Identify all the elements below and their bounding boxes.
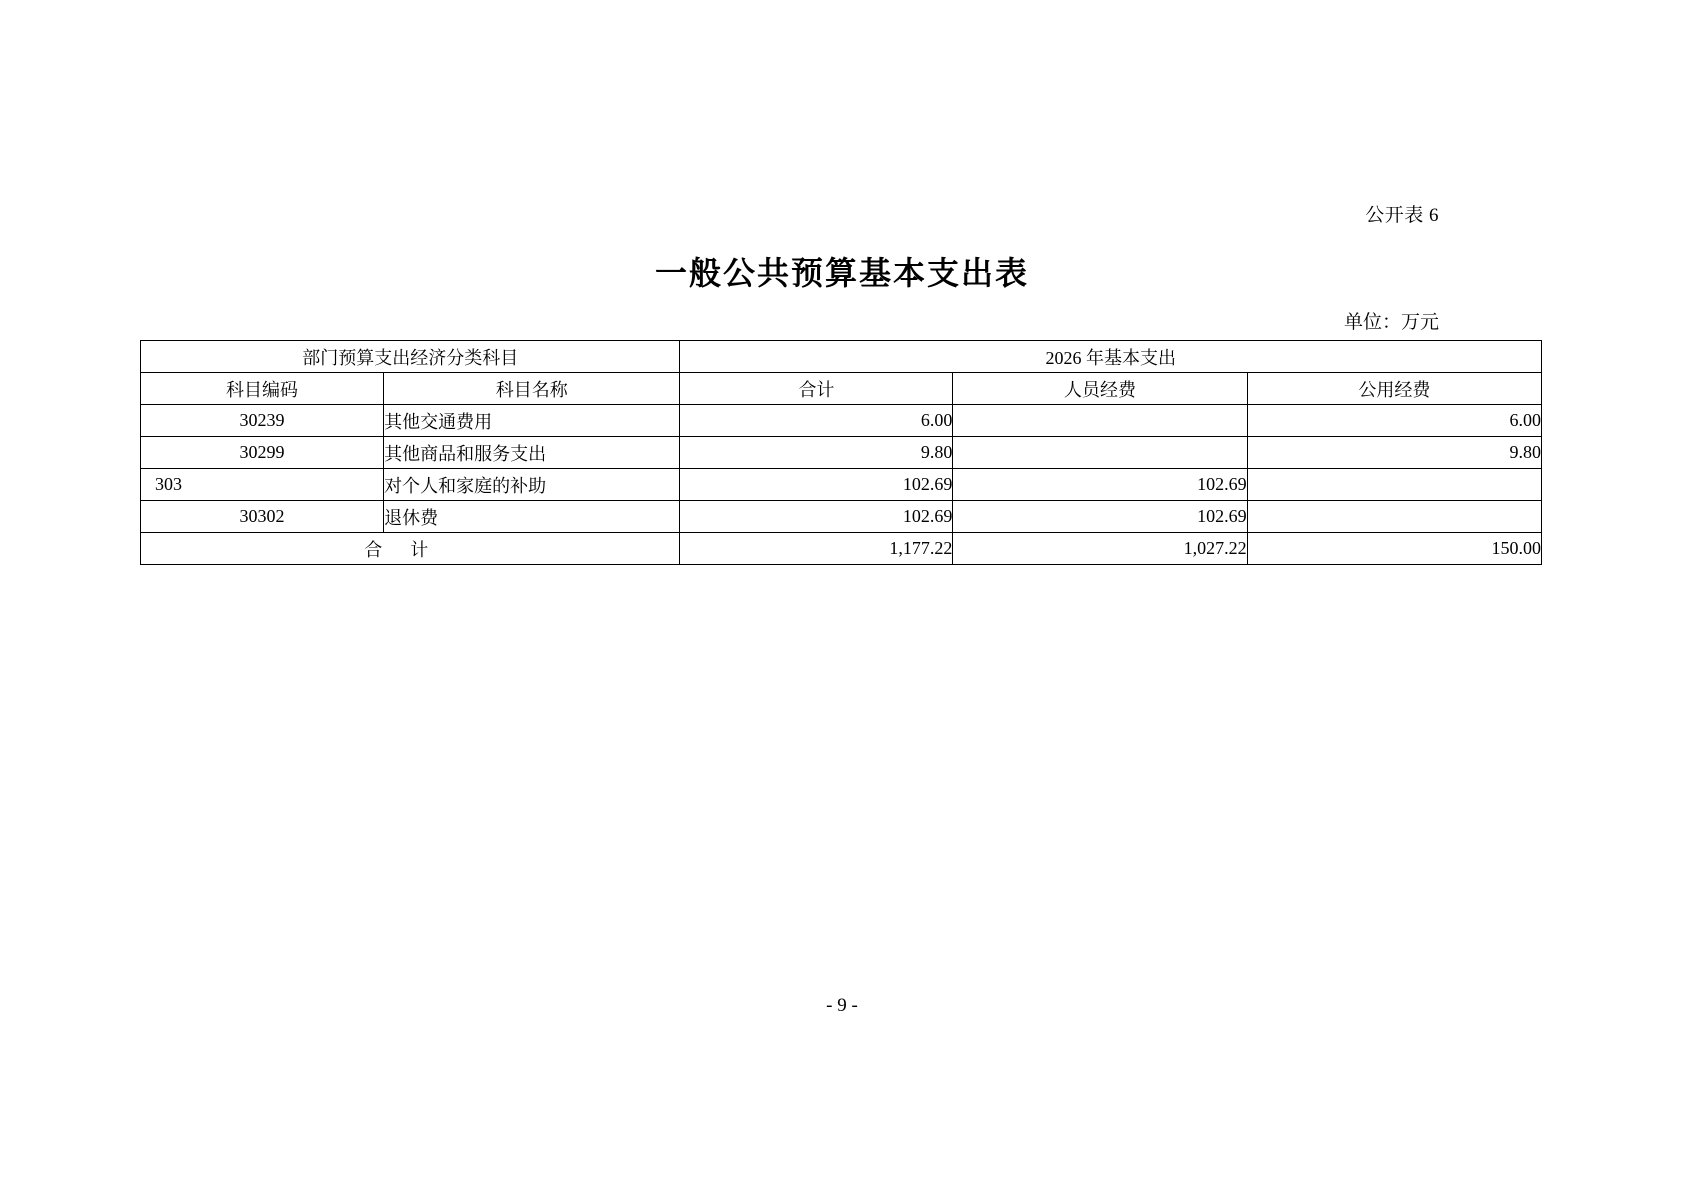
table-group-header-row — [141, 341, 1542, 373]
column-header-code: 科目编码 — [141, 373, 384, 405]
page-number: - 9 - — [826, 995, 858, 1016]
cell-total: 6.00 — [680, 405, 953, 437]
cell-code: 30239 — [141, 405, 384, 437]
cell-code: 30302 — [141, 501, 384, 533]
total-row-label: 合计 — [141, 533, 680, 565]
table-total-row — [141, 533, 1542, 565]
sheet-label: 公开表 6 — [1365, 205, 1439, 226]
cell-total: 102.69 — [680, 501, 953, 533]
cell-code: 30299 — [141, 437, 384, 469]
cell-personnel: 102.69 — [953, 501, 1247, 533]
budget-table — [140, 340, 1542, 565]
cell-personnel — [953, 405, 1247, 437]
column-header-total: 合计 — [680, 373, 953, 405]
cell-total: 102.69 — [680, 469, 953, 501]
group-header-right: 2026 年基本支出 — [680, 341, 1542, 373]
table-row — [141, 405, 1542, 437]
cell-name: 其他交通费用 — [384, 405, 680, 437]
table-row — [141, 501, 1542, 533]
cell-personnel — [953, 437, 1247, 469]
cell-name: 退休费 — [384, 501, 680, 533]
cell-public: 9.80 — [1247, 437, 1541, 469]
cell-total: 9.80 — [680, 437, 953, 469]
cell-public — [1247, 469, 1541, 501]
column-header-public: 公用经费 — [1247, 373, 1541, 405]
table-column-header-row — [141, 373, 1542, 405]
table-row — [141, 437, 1542, 469]
column-header-name: 科目名称 — [384, 373, 680, 405]
cell-code: 303 — [141, 469, 384, 501]
cell-personnel: 102.69 — [953, 469, 1247, 501]
cell-name: 其他商品和服务支出 — [384, 437, 680, 469]
page-title: 一般公共预算基本支出表 — [654, 255, 1029, 291]
total-row-public: 150.00 — [1247, 533, 1541, 565]
column-header-personnel: 人员经费 — [953, 373, 1247, 405]
cell-public: 6.00 — [1247, 405, 1541, 437]
table-row — [141, 469, 1542, 501]
cell-name: 对个人和家庭的补助 — [384, 469, 680, 501]
group-header-left: 部门预算支出经济分类科目 — [141, 341, 680, 373]
cell-public — [1247, 501, 1541, 533]
unit-label: 单位：万元 — [1343, 312, 1439, 333]
total-row-personnel: 1,027.22 — [953, 533, 1247, 565]
total-row-total: 1,177.22 — [680, 533, 953, 565]
